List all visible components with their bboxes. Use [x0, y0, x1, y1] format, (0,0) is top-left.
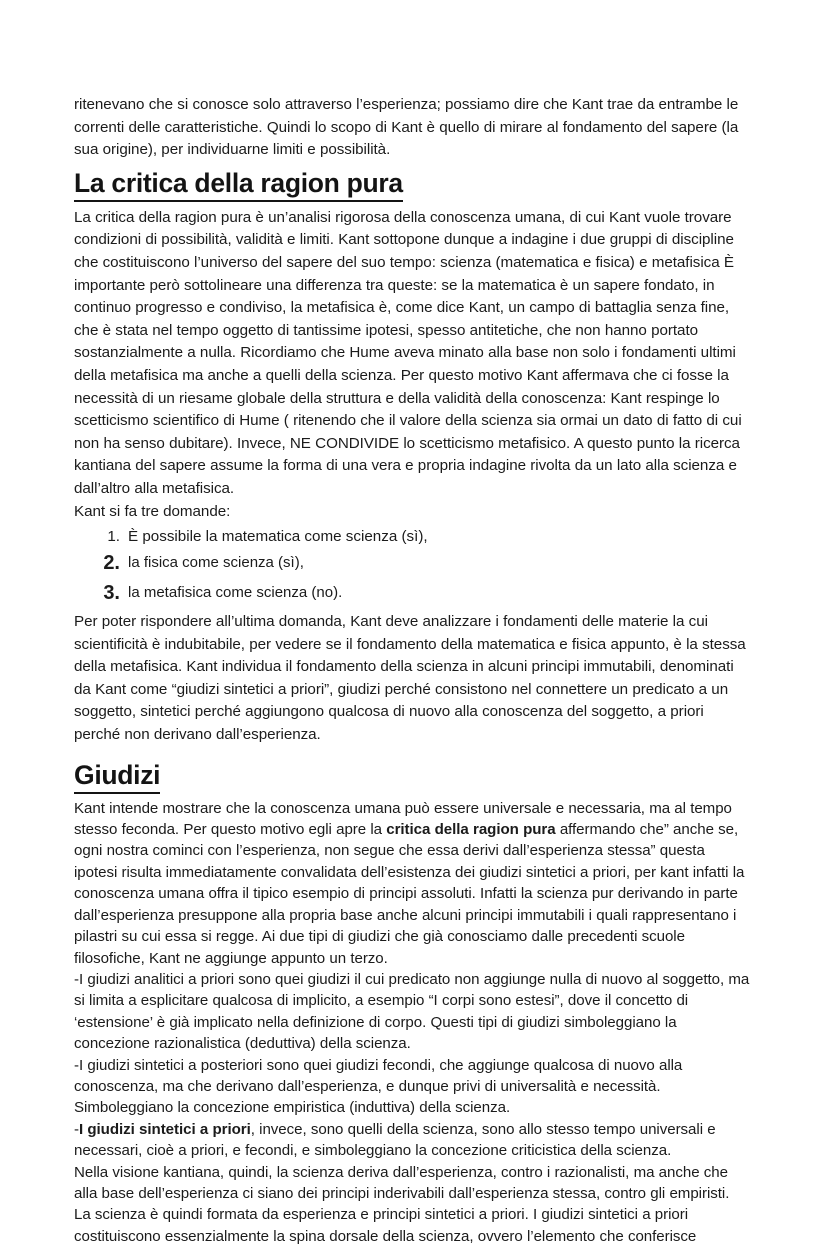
paragraph-dopo-lista: Per poter rispondere all’ultima domanda, Kant deve analizzare i fondamenti delle materie la cui scientificità è indubitabile, per vedere se il fondamento della matematica e fisica appunto, è la stessa della metafisica. Kant individua il fondamento della scienza in alcuni principi immutabili, denominati da Kant come “giudizi sintetici a priori”, giudizi perché consistono nel connettere un predicato a un soggetto, sintetici perché aggiungono qualcosa di nuovo alla conoscenza del soggetto, a priori perché non derivano dall’esperienza.: [74, 613, 746, 744]
list-item-number: 3.: [103, 582, 120, 605]
list-item-number: 2.: [103, 552, 120, 575]
heading-giudizi-wrapper: [74, 757, 750, 795]
list-item-label: la fisica come scienza (sì),: [128, 554, 304, 572]
paragraph-giudizi-sintetici-priori: [74, 1119, 750, 1162]
heading-critica-wrapper: [74, 165, 750, 203]
list-item: [74, 525, 750, 548]
list-item: [74, 548, 750, 578]
sintetici-priori-rest: , invece, sono quelli della scienza, sono allo stesso tempo universali e necessari, cioè a priori, e fecondi, e simboleggiano la concezione criticistica della scienza.: [74, 1120, 716, 1160]
emphasis-giudizi-sintetici-a-priori: I giudizi sintetici a priori: [78, 1120, 251, 1138]
list-item: [74, 578, 750, 608]
list-item-label: È possibile la matematica come scienza (sì),: [128, 528, 428, 546]
paragraph-giudizi-intro: [74, 798, 750, 969]
document-content: [74, 94, 750, 1247]
questions-list: [74, 525, 750, 608]
list-item-label: la metafisica come scienza (no).: [128, 584, 343, 602]
heading-critica-della-ragion-pura: La critica della ragion pura: [74, 167, 403, 202]
emphasis-critica-della-ragion-pura: critica della ragion pura: [386, 821, 556, 839]
heading-giudizi: Giudizi: [74, 759, 160, 794]
paragraph-critica-body: La critica della ragion pura è un’analisi rigorosa della conoscenza umana, di cui Kant vuole trovare condizioni di possibilità, validità e limiti. Kant sottopone dunque a indagine i due gruppi di discipline che costituiscono l’universo del sapere del suo tempo: scienza (matematica e fisica) e metafisica È importante però sottolineare una differenza tra queste: se la matematica è un sapere fondato, in continuo progresso e condiviso, la metafisica è, come dice Kant, un campo di battaglia senza fine, che è stata nel tempo oggetto di tantissime ipotesi, spesso antitetiche, che non hanno portato sostanzialmente a nulla. Ricordiamo che Hume aveva minato alla base non solo i fondamenti ultimi della metafisica ma anche a quelli della scienza. Per questo motivo Kant affermava che ci fosse la necessità di un riesame globale della struttura e della validità della conoscenza: Kant respinge lo scetticismo scientifico di Hume ( ritenendo che il valore della scienza sia ormai un dato di fatto di cui non ha senso dubitare). Invece, NE CONDIVIDE lo scetticismo metafisico. A questo punto la ricerca kantiana del sapere assume la forma di una vera e propria indagine rivolta da un lato alla scienza e dall’altro alla metafisica.: [74, 208, 742, 497]
paragraph-chiusura: Nella visione kantiana, quindi, la scienza deriva dall’esperienza, contro i razionalisti, ma anche che alla base dell’esperienza ci siano dei principi inderivabili dall’esperienza stessa, contro gli empiristi. La scienza è quindi formata da esperienza e principi sintetici a priori. I giudizi sintetici a priori costituiscono essenzialmente la spina dorsale della scienza, ovvero l’elemento che conferisce: [74, 1163, 730, 1245]
paragraph-giudizi-sintetici-posteriori: -I giudizi sintetici a posteriori sono quei giudizi fecondi, che aggiunge qualcosa di nuovo alla conoscenza, ma che derivano dall’esperienza, e dunque privi di universalità e necessità. Simboleggiano la concezione empiristica (induttiva) della scienza.: [74, 1056, 683, 1117]
giudizi-text-part-b: affermando che” anche se, ogni nostra cominci con l’esperienza, non segue che essa derivi dall’esperienza stessa” questa ipotesi risulta immediatamente convalidata dell’esistenza dei giudizi sintetici a priori, per kant infatti la conoscenza umana offra il tipico esempio di principi assoluti. Infatti la scienza pur derivando in parte dall’esperienza presuppone alla propria base anche alcuni principi immutabili i quali rappresentano i pilastri su cui essa si regge. Ai due tipi di giudizi che già conosciamo dalle precedenti scuole filosofiche, Kant ne aggiunge appunto un terzo.: [74, 821, 745, 967]
paragraph-tre-domande-lead: Kant si fa tre domande:: [74, 502, 231, 520]
paragraph-intro: ritenevano che si conosce solo attraverso l’esperienza; possiamo dire che Kant trae da entrambe le correnti delle caratteristiche. Quindi lo scopo di Kant è quello di mirare al fondamento del sapere (la sua origine), per individuarne limiti e possibilità.: [74, 96, 739, 159]
list-item-number: 1.: [107, 528, 120, 546]
sintetici-priori-lead: -: [74, 1120, 79, 1138]
giudizi-text-part-a: Kant intende mostrare che la conoscenza umana può essere universale e necessaria, ma al tempo stesso feconda. Per questo motivo egli apre la: [74, 799, 732, 839]
paragraph-giudizi-analitici: -I giudizi analitici a priori sono quei giudizi il cui predicato non aggiunge nulla di nuovo al soggetto, ma si limita a esplicitare qualcosa di implicito, a esempio “I corpi sono estesi”, dove il concetto di ‘estensione’ è già implicato nella definizione di corpo. Questi tipi di giudizi simboleggiano la concezione razionalistica (deduttiva) della scienza.: [74, 970, 750, 1053]
